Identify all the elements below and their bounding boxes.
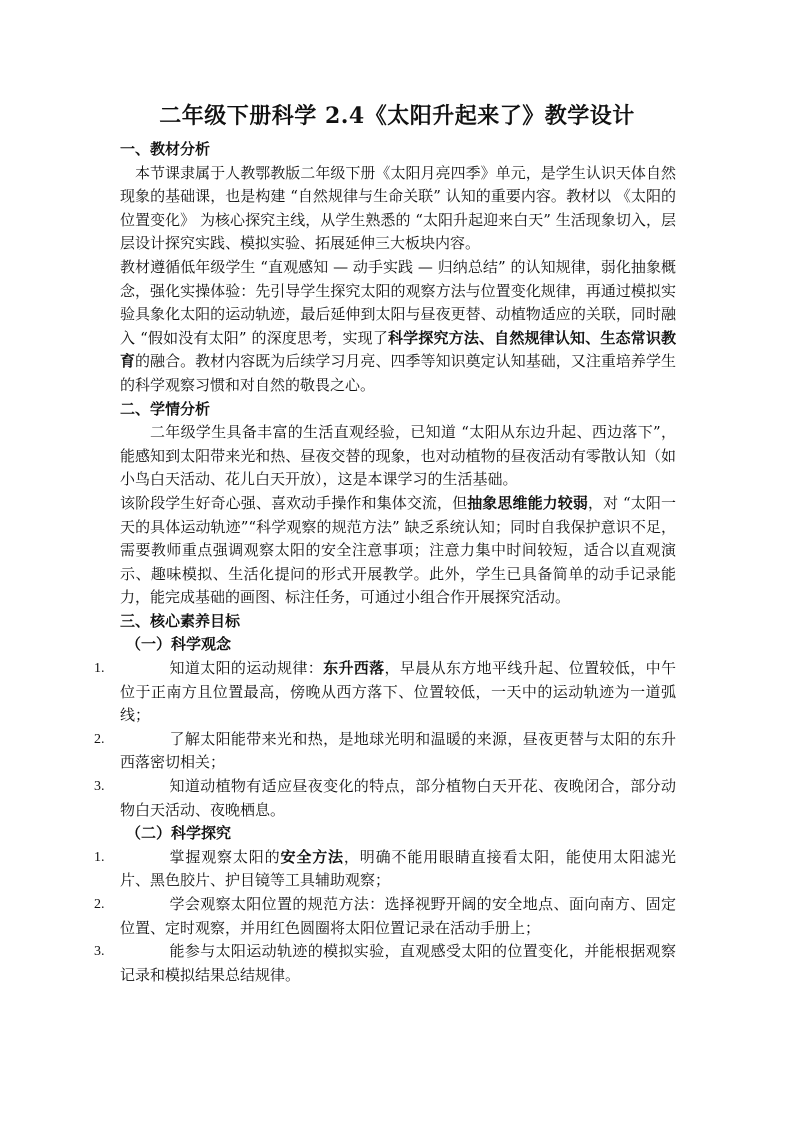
list-item-text: 了解太阳能带来光和热，是地球光明和温暖的来源，昼夜更替与太阳的东升西落密切相关； (120, 729, 676, 772)
paragraph: 本节课隶属于人教鄂教版二年级下册《太阳月亮四季》单元，是学生认识天体自然现象的基础课，也是构建 “自然规律与生命关联” 认知的重要内容。教材以 《太阳的位置变化》 为核心探究主线，从学生熟悉的 “太阳升起迎来白天” 生活现象切入，层层设计探究实践、模拟实验、拓展延伸三大板块内容。 (120, 163, 676, 253)
paragraph-bold-text: 抽象思维能力较弱 (467, 493, 588, 512)
paragraph: 二年级学生具备丰富的生活直观经验，已知道 “太阳从东边升起、西边落下”，能感知到太阳带来光和热、昼夜交替的现象，也对动植物的昼夜活动有零散认知（如小鸟白天活动、花儿白天开放），这是本课学习的生活基础。 (120, 423, 676, 489)
subsection-heading-scientific-concepts: （一）科学观念 (126, 635, 232, 654)
list-number: 3. (94, 944, 105, 960)
list-item-text: 能参与太阳运动轨迹的模拟实验，直观感受太阳的位置变化，并能根据观察记录和模拟结果总结规律。 (120, 942, 676, 984)
section-heading-core-literacy-goals: 三、核心素养目标 (120, 611, 241, 630)
list-number: 1. (94, 661, 105, 677)
section-heading-learner-analysis: 二、学情分析 (120, 399, 211, 418)
paragraph (120, 492, 676, 610)
section-heading-textbook-analysis: 一、教材分析 (120, 140, 211, 158)
document-body (94, 138, 676, 987)
paragraph-text: 该阶段学生好奇心强、喜欢动手操作和集体交流，但 (120, 493, 468, 512)
list-item (94, 728, 676, 775)
subsection-heading-scientific-inquiry: （二）科学探究 (126, 824, 232, 843)
list-item-text: ，早晨从东方地平线升起、位置较低，中午位于正南方且位置最高，傍晚从西方落下、位置较低，一天中的运动轨迹为一道弧线； (120, 659, 676, 725)
list-item-text: 知道太阳的运动规律： (169, 659, 324, 678)
list-item (94, 775, 676, 822)
list-number: 2. (94, 897, 105, 912)
list-number: 3. (94, 779, 105, 795)
list-item-text: 掌握观察太阳的 (169, 847, 281, 866)
paragraph-bold-text: 科学探究方法、自然规律认知、生态常识教育 (120, 328, 676, 371)
paragraph (120, 256, 676, 398)
paragraph-text: ，对 “太阳一天的具体运动轨迹”“科学观察的规范方法” 缺乏系统认知；同时自我保护意识不足，需要教师重点强调观察太阳的安全注意事项；注意力集中时间较短，适合以直观演示、趣味模拟、生活化提问的形式开展教学。此外，学生已具备简单的动手记录能力，能完成基础的画图、标注任务，可通过小组合作开展探究活动。 (120, 493, 676, 607)
list-number: 1. (94, 849, 105, 865)
list-item (94, 657, 676, 728)
paragraph-text: 教材遵循低年级学生 “直观感知 — 动手实践 — 归纳总结” 的认知规律，弱化抽象概念，强化实操体验：先引导学生探究太阳的观察方法与位置变化规律，再通过模拟实验具象化太阳的运动轨迹，最后延伸到太阳与昼夜更替、动植物适应的关联，同时融入 “假如没有太阳” 的深度思考，实现了 (120, 257, 676, 347)
list-item (94, 846, 676, 893)
list-item (94, 893, 676, 940)
list-item-bold-text: 安全方法 (280, 847, 344, 866)
document-title: 二年级下册科学 2.4《太阳升起来了》教学设计 (159, 103, 635, 129)
list-number: 2. (94, 731, 105, 747)
paragraph-text: 的融合。教材内容既为后续学习月亮、四季等知识奠定认知基础，又注重培养学生的科学观察习惯和对自然的敬畏之心。 (120, 352, 676, 394)
list-item-bold-text: 东升西落 (323, 659, 385, 678)
list-item-text: ，明确不能用眼睛直接看太阳，能使用太阳滤光片、黑色胶片、护目镜等工具辅助观察； (120, 847, 676, 890)
list-item (94, 940, 676, 987)
list-item-text: 学会观察太阳位置的规范方法：选择视野开阔的安全地点、面向南方、固定位置、定时观察，并用红色圆圈将太阳位置记录在活动手册上； (120, 895, 676, 937)
list-item-text: 知道动植物有适应昼夜变化的特点，部分植物白天开花、夜晚闭合，部分动物白天活动、夜晚栖息。 (120, 777, 676, 819)
